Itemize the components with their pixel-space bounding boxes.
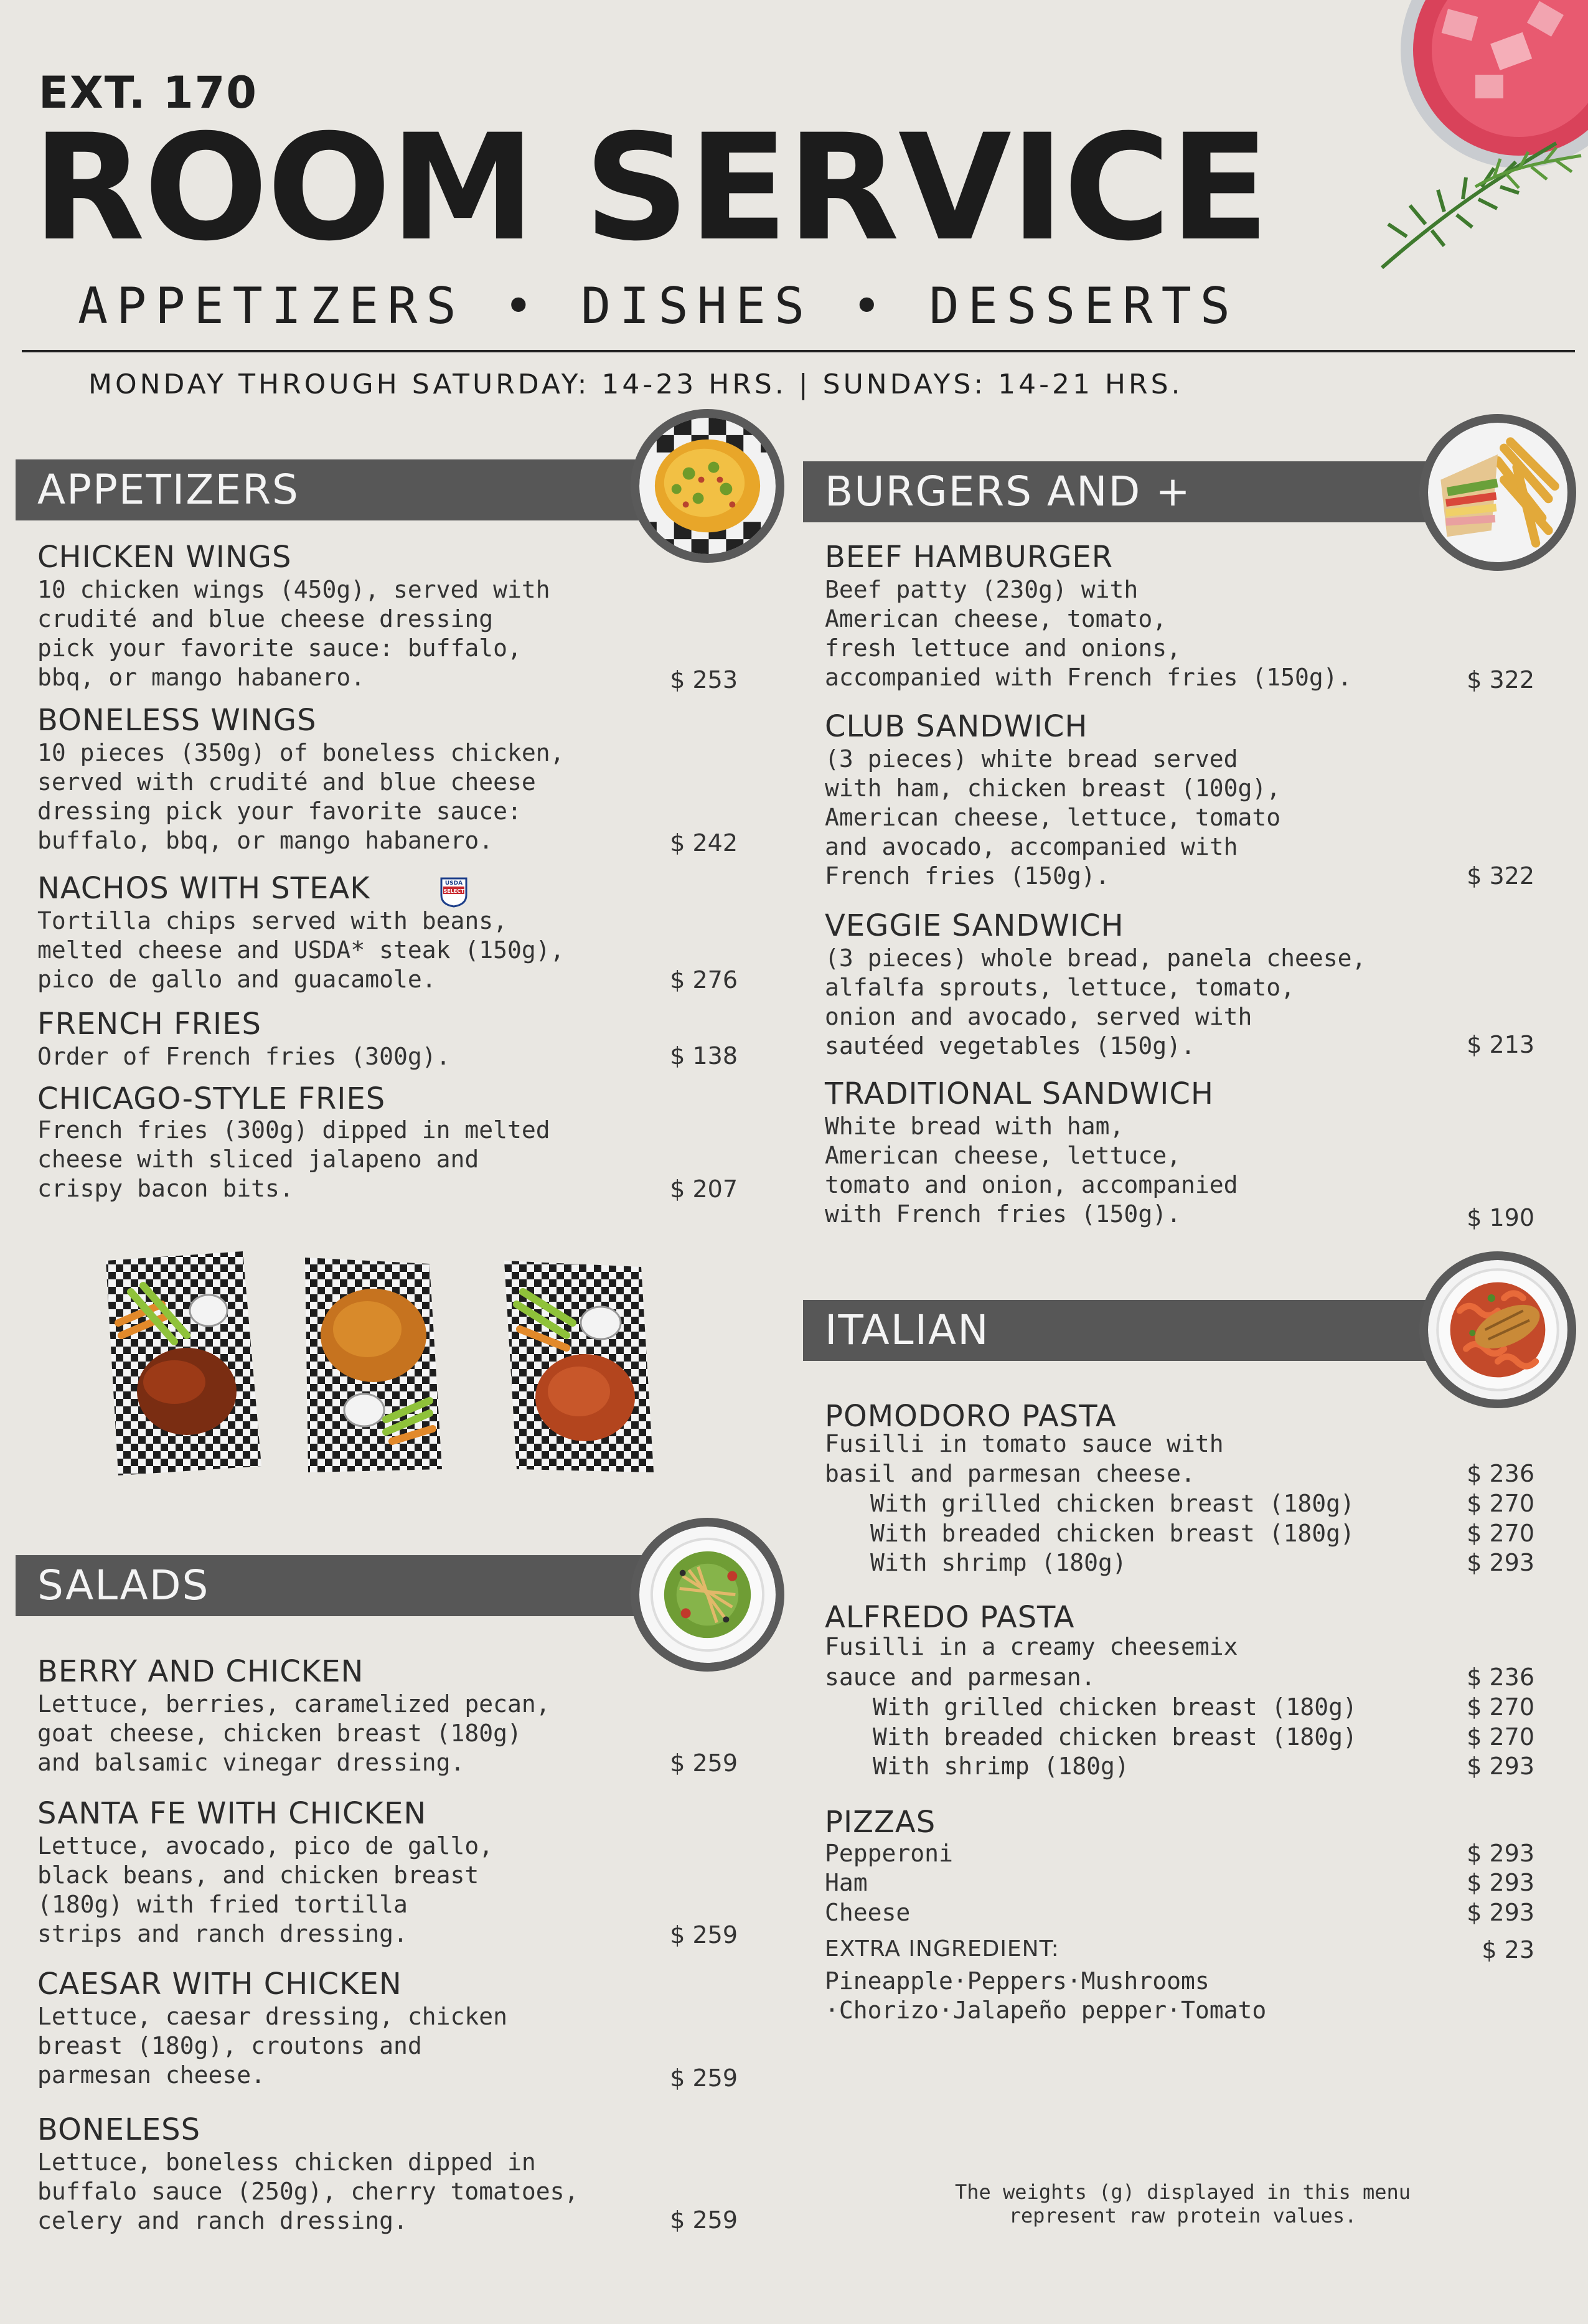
item-description: Beef patty (230g) with American cheese, tomato, fresh lettuce and onions, accompanied with French fries (150g). [825, 576, 1352, 691]
basket-2 [305, 1258, 442, 1472]
item-price: $ 259 [670, 2064, 738, 2092]
pasta-plate-image [1419, 1251, 1576, 1408]
item-description: Lettuce, caesar dressing, chicken breast (180g), croutons and parmesan cheese. [37, 2003, 507, 2089]
item-name: NACHOS WITH STEAK [37, 871, 370, 906]
italian-banner: ITALIAN [803, 1300, 1534, 1361]
item-name: ALFREDO PASTA [825, 1600, 1075, 1635]
pasta-illustration [1428, 1260, 1567, 1400]
footnote-line: represent raw protein values. [1008, 2204, 1357, 2228]
option-price: $ 270 [1467, 1693, 1534, 1721]
item-name: CLUB SANDWICH [825, 709, 1088, 744]
item-name: BONELESS WINGS [37, 703, 317, 738]
service-hours: MONDAY THROUGH SATURDAY: 14-23 HRS. | SUNDAYS: 14-21 HRS. [88, 369, 1183, 400]
item-description: Lettuce, avocado, pico de gallo, black beans, and chicken breast (180g) with fried tortilla strips and ranch dressing. [37, 1832, 494, 1947]
item-name: POMODORO PASTA [825, 1399, 1117, 1434]
item-description: (3 pieces) whole bread, panela cheese, alfalfa sprouts, lettuce, tomato, onion and avocado, served with sautéed vegetables (150g). [825, 944, 1366, 1060]
item-name: CHICKEN WINGS [37, 540, 292, 575]
item-name: SANTA FE WITH CHICKEN [37, 1796, 427, 1831]
item-price: $ 138 [670, 1042, 738, 1070]
option-label: With shrimp (180g) [873, 1752, 1129, 1780]
item-price: $ 322 [1467, 666, 1534, 694]
item-price: $ 213 [1467, 1031, 1534, 1058]
item-price: $ 259 [670, 2206, 738, 2234]
item-name: CAESAR WITH CHICKEN [37, 1967, 402, 2002]
option-price: $ 270 [1467, 1723, 1534, 1751]
option-price: $ 293 [1467, 1869, 1534, 1896]
salad-illustration [639, 1527, 776, 1663]
basket-1 [106, 1251, 261, 1475]
item-description: sauce and parmesan. [825, 1663, 1096, 1691]
nachos-illustration [639, 418, 776, 554]
drink-image [1370, 0, 1588, 293]
item-description: basil and parmesan cheese. [825, 1460, 1195, 1487]
item-name: TRADITIONAL SANDWICH [825, 1076, 1214, 1111]
item-name: BEEF HAMBURGER [825, 540, 1114, 575]
item-name: FRENCH FRIES [37, 1007, 261, 1042]
item-description: 10 pieces (350g) of boneless chicken, served with crudité and blue cheese dressing pick your favorite sauce: buffalo, bbq, or mango habanero. [37, 739, 565, 854]
item-description: Lettuce, berries, caramelized pecan, goat cheese, chicken breast (180g) and balsamic vinegar dressing. [37, 1690, 550, 1776]
option-price: $ 293 [1467, 1840, 1534, 1867]
option-label: Ham [825, 1869, 868, 1896]
option-label: With grilled chicken breast (180g) [870, 1490, 1355, 1517]
extra-ingredient-list: ·Chorizo·Jalapeño pepper·Tomato [825, 1997, 1267, 2024]
item-description: Tortilla chips served with beans, melted cheese and USDA* steak (150g), pico de gallo and guacamole. [37, 907, 565, 993]
item-description: White bread with ham, American cheese, lettuce, tomato and onion, accompanied with French fries (150g). [825, 1113, 1238, 1228]
option-price: $ 293 [1467, 1752, 1534, 1780]
item-price: $ 259 [670, 1749, 738, 1777]
option-label: With breaded chicken breast (180g) [870, 1520, 1355, 1547]
item-price: $ 236 [1467, 1460, 1534, 1487]
usda-badge-icon [439, 877, 468, 908]
item-price: $ 207 [670, 1175, 738, 1203]
extra-ingredient-list: Pineapple·Peppers·Mushrooms [825, 1967, 1210, 1995]
option-price: $ 293 [1467, 1549, 1534, 1576]
item-description: Fusilli in tomato sauce with [825, 1430, 1224, 1457]
item-price: $ 242 [670, 829, 738, 857]
nachos-plate-image [631, 409, 784, 563]
extra-ingredient-label: EXTRA INGREDIENT: [825, 1936, 1059, 1962]
weights-footnote [903, 2180, 1463, 2228]
option-label: Cheese [825, 1899, 911, 1926]
option-label: With grilled chicken breast (180g) [873, 1693, 1357, 1721]
option-price: $ 270 [1467, 1490, 1534, 1517]
item-description: Lettuce, boneless chicken dipped in buffalo sauce (250g), cherry tomatoes, celery and ranch dressing. [37, 2148, 579, 2234]
item-price: $ 276 [670, 966, 738, 994]
item-description: Order of French fries (300g). [37, 1043, 451, 1070]
option-price: $ 270 [1467, 1520, 1534, 1547]
option-price: $ 293 [1467, 1899, 1534, 1926]
salad-plate-image [631, 1518, 784, 1672]
item-description: Fusilli in a creamy cheesemix [825, 1633, 1238, 1660]
burgers-banner: BURGERS AND + [803, 461, 1534, 522]
basket-3 [504, 1261, 654, 1472]
item-name: VEGGIE SANDWICH [825, 908, 1124, 943]
wings-baskets-image [93, 1242, 666, 1485]
usda-badge-bottom-text: SELECT [443, 888, 464, 894]
page-subtitle: APPETIZERS • DISHES • DESSERTS [78, 277, 1239, 335]
extension-number: EXT. 170 [39, 67, 258, 118]
item-description: 10 chicken wings (450g), served with crudité and blue cheese dressing pick your favorite sauce: buffalo, bbq, or mango habanero. [37, 576, 550, 691]
item-price: $ 236 [1467, 1663, 1534, 1691]
item-description: (3 pieces) white bread served with ham, chicken breast (100g), American cheese, lettuce, tomato and avocado, accompanied with French fries (150g). [825, 745, 1281, 890]
item-name: BERRY AND CHICKEN [37, 1654, 364, 1689]
option-label: With shrimp (180g) [870, 1549, 1127, 1576]
extra-ingredient-price: $ 23 [1482, 1936, 1534, 1964]
appetizers-banner: APPETIZERS [16, 459, 763, 520]
header-divider [22, 350, 1575, 352]
item-price: $ 322 [1467, 862, 1534, 890]
item-price: $ 253 [670, 666, 738, 694]
item-price: $ 259 [670, 1921, 738, 1949]
option-label: Pepperoni [825, 1840, 953, 1867]
sandwich-illustration [1428, 423, 1567, 562]
salads-banner: SALADS [16, 1555, 763, 1616]
item-name: BONELESS [37, 2112, 201, 2147]
item-description: French fries (300g) dipped in melted cheese with sliced jalapeno and crispy bacon bits. [37, 1116, 550, 1202]
page-title: ROOM SERVICE [32, 103, 1269, 273]
sandwich-plate-image [1419, 414, 1576, 571]
footnote-line: The weights (g) displayed in this menu [954, 2180, 1411, 2204]
usda-badge-top-text: USDA [444, 880, 463, 887]
item-name: PIZZAS [825, 1805, 936, 1840]
option-label: With breaded chicken breast (180g) [873, 1723, 1357, 1751]
item-name: CHICAGO-STYLE FRIES [37, 1081, 386, 1116]
item-price: $ 190 [1467, 1204, 1534, 1231]
